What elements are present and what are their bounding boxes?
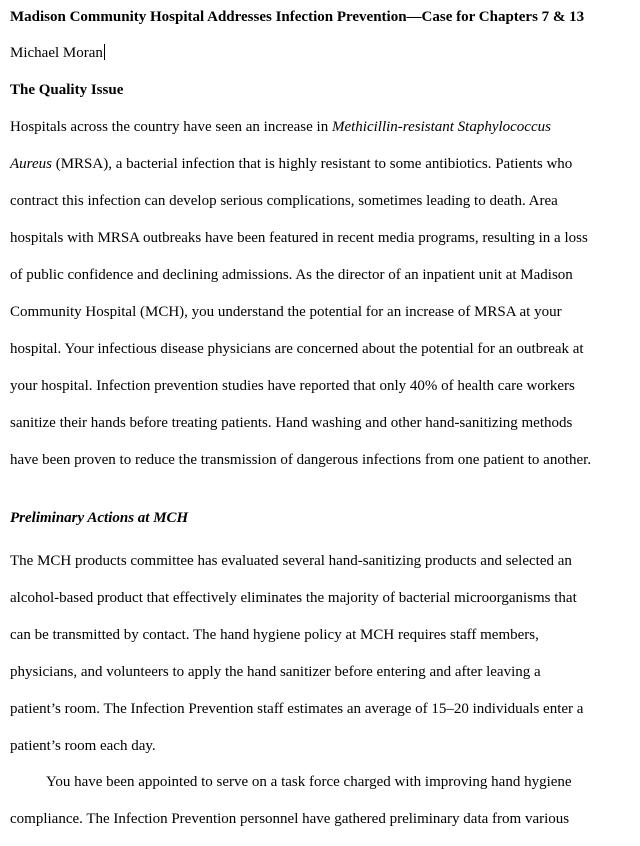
- paragraph-line: sanitize their hands before treating patients. Hand washing and other hand-sanitizing methods: [10, 415, 573, 431]
- paragraph-line-indented: You have been appointed to serve on a task force charged with improving hand hygiene: [46, 774, 572, 790]
- paragraph-line: patient’s room each day.: [10, 738, 156, 754]
- paragraph-line: patient’s room. The Infection Prevention staff estimates an average of 15–20 individuals enter a: [10, 701, 584, 717]
- section-heading-quality-issue: The Quality Issue: [10, 82, 124, 98]
- paragraph-line: can be transmitted by contact. The hand hygiene policy at MCH requires staff members,: [10, 627, 539, 643]
- paragraph-line: your hospital. Infection prevention studies have reported that only 40% of health care workers: [10, 378, 575, 394]
- italic-term: Methicillin-resistant Staphylococcus: [331, 119, 551, 135]
- paragraph-line: [10, 155, 572, 173]
- paragraph-line: Community Hospital (MCH), you understand the potential for an increase of MRSA at your: [10, 304, 562, 320]
- paragraph-line: alcohol-based product that effectively eliminates the majority of bacterial microorganisms that: [10, 590, 577, 606]
- paragraph-line: of public confidence and declining admissions. As the director of an inpatient unit at Madison: [10, 267, 573, 283]
- paragraph-line: The MCH products committee has evaluated several hand-sanitizing products and selected an: [10, 553, 572, 569]
- text-run: Hospitals across the country have seen an increase in: [10, 119, 332, 135]
- paragraph-line: hospitals with MRSA outbreaks have been featured in recent media programs, resulting in a loss: [10, 230, 588, 246]
- section-heading-preliminary-actions: Preliminary Actions at MCH: [10, 510, 189, 526]
- paragraph-line: hospital. Your infectious disease physicians are concerned about the potential for an outbreak at: [10, 341, 584, 357]
- paragraph-line: physicians, and volunteers to apply the hand sanitizer before entering and after leaving a: [10, 664, 541, 680]
- paragraph-line: have been proven to reduce the transmission of dangerous infections from one patient to another.: [10, 452, 592, 468]
- paragraph-line: [10, 118, 551, 136]
- author-line[interactable]: [10, 44, 105, 62]
- text-run: (MRSA), a bacterial infection that is highly resistant to some antibiotics. Patients who: [51, 156, 573, 172]
- italic-term: Aureus: [10, 156, 52, 172]
- paragraph-line: contract this infection can develop serious complications, sometimes leading to death. Area: [10, 193, 558, 209]
- author-name: Michael Moran: [10, 45, 103, 61]
- text-cursor: [104, 44, 105, 60]
- paragraph-line: compliance. The Infection Prevention personnel have gathered preliminary data from various: [10, 811, 570, 827]
- document-title: Madison Community Hospital Addresses Infection Prevention—Case for Chapters 7 & 13: [10, 9, 585, 25]
